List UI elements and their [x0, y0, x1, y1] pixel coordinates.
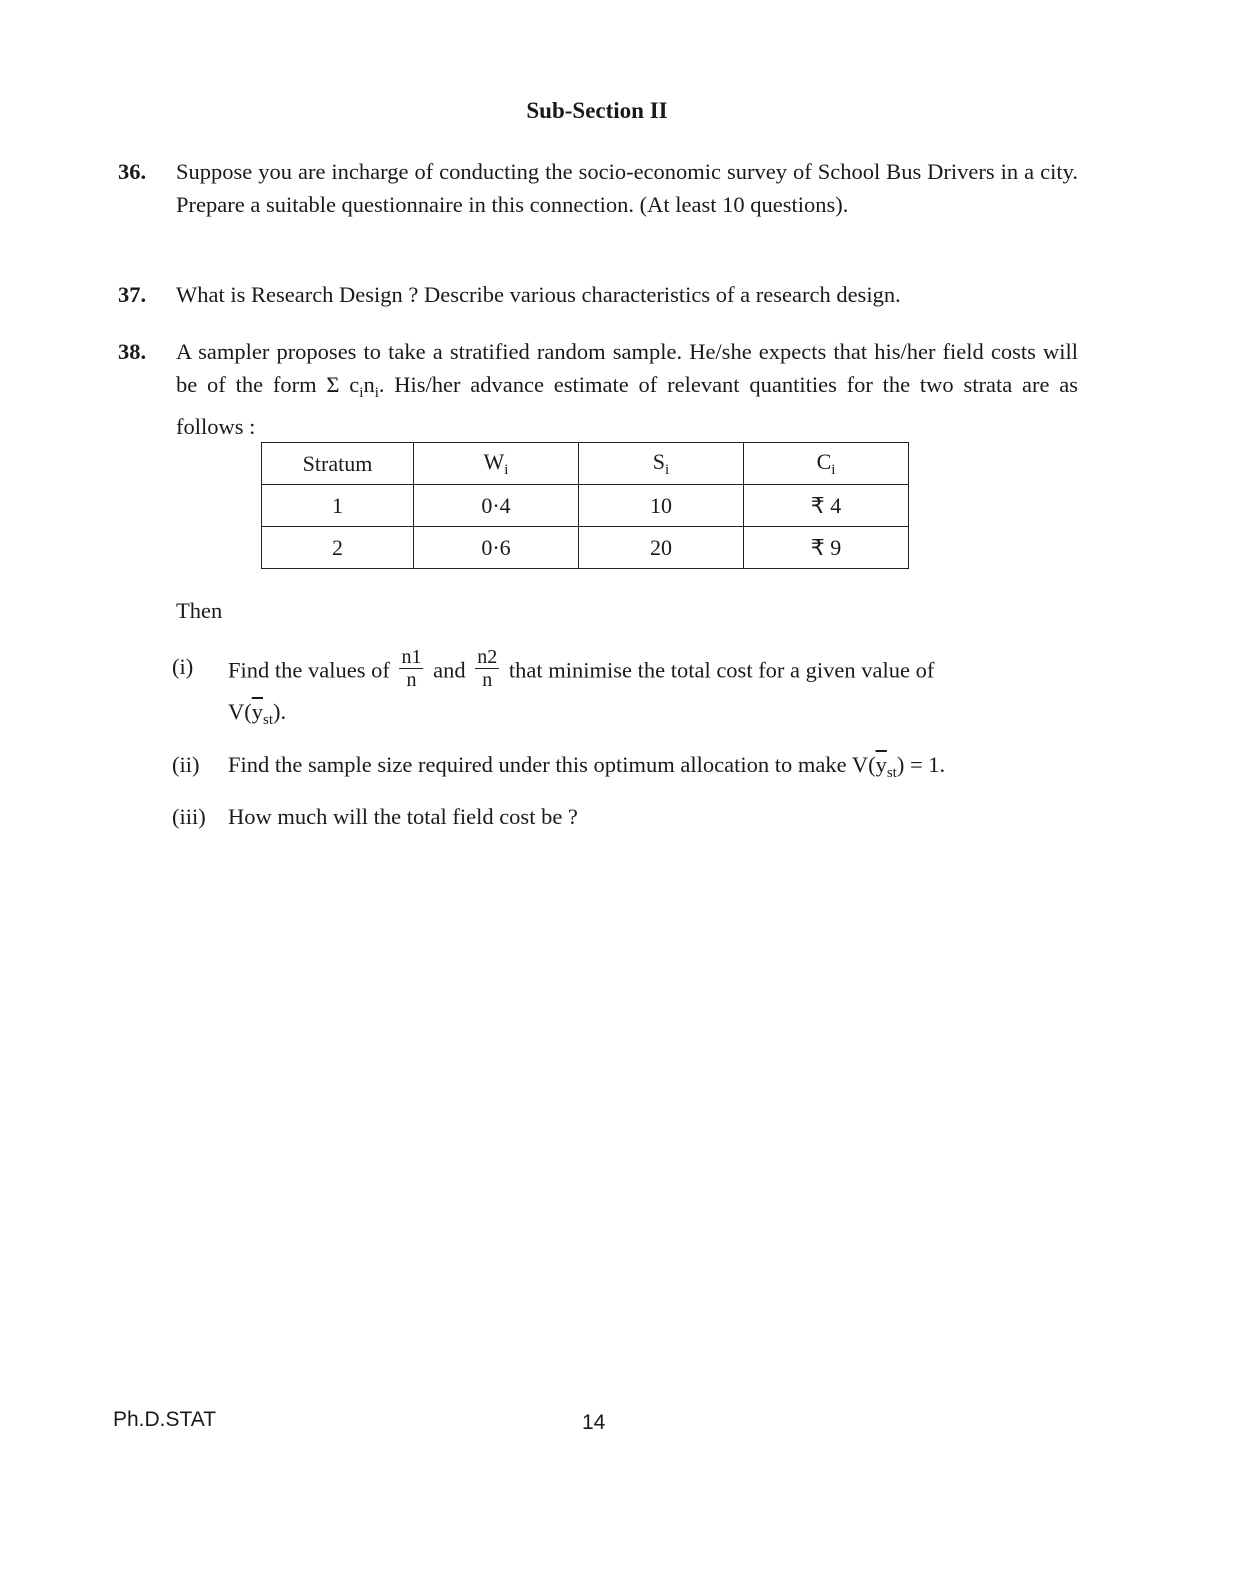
table-cell: ₹ 9 — [744, 527, 909, 569]
table-cell: 1 — [262, 485, 414, 527]
table-row — [262, 527, 909, 569]
table-cell: ₹ 4 — [744, 485, 909, 527]
variance-expression: ). — [273, 699, 287, 724]
question-36 — [118, 155, 1078, 221]
subscript: i — [504, 461, 509, 478]
fraction-numerator: n1 — [401, 646, 422, 668]
table-header-cell — [262, 443, 414, 485]
footer-page-number: 14 — [582, 1411, 606, 1434]
header-label: W — [483, 448, 505, 474]
table-cell: 20 — [579, 527, 744, 569]
section-title: Sub-Section II — [526, 98, 668, 123]
sub-question-i — [172, 646, 1078, 737]
subscript: i — [665, 461, 670, 478]
sub-question-body: How much will the total field cost be ? — [228, 804, 578, 829]
sub-question-label: (i) — [172, 654, 194, 679]
subscript: st — [263, 712, 274, 728]
sub-question-label: (ii) — [172, 752, 200, 777]
subscript: i — [374, 385, 379, 401]
question-text-part: . His/her advance estimate of relevant quantities for the two strata are as follows : — [176, 372, 1078, 439]
table-cell: 0·6 — [414, 527, 579, 569]
question-38 — [118, 335, 1078, 443]
sub-question-text: Find the values of — [228, 657, 390, 683]
fraction-denominator: n — [406, 669, 417, 691]
y-bar: $\overline{y}$ — [251, 699, 263, 724]
header-label: S — [652, 448, 666, 474]
question-text — [176, 335, 1078, 443]
question-number: 36. — [118, 159, 147, 184]
sub-question-text: and — [433, 657, 466, 683]
subscript: st — [886, 765, 897, 781]
question-number: 38. — [118, 339, 147, 364]
subscript: i — [359, 385, 364, 401]
header-label: Stratum — [302, 450, 373, 476]
fraction-n2-over-n — [475, 646, 499, 691]
question-text-part: n — [363, 372, 375, 397]
fraction-n1-over-n — [399, 646, 423, 691]
variance-expression: V( — [228, 699, 252, 724]
y-bar: $\overline{y}$ — [875, 752, 887, 777]
strata-table — [261, 442, 909, 569]
table-cell: 10 — [579, 485, 744, 527]
sub-question-label: (iii) — [172, 804, 206, 829]
subscript: i — [831, 461, 836, 478]
sub-question-text: that minimise the total cost for a given value of — [508, 657, 935, 683]
question-text: Suppose you are incharge of conducting the socio-economic survey of School Bus Drivers in a city. Prepare a suitable questionnaire in this connection. (At least 10 questions). — [176, 159, 1078, 217]
question-text: What is Research Design ? Describe various characteristics of a research design. — [176, 282, 901, 307]
sub-question-ii — [172, 748, 1078, 790]
table-header-row — [262, 443, 909, 485]
sub-question-body — [228, 748, 1078, 790]
fraction-denominator: n — [482, 669, 493, 691]
sub-question-body — [228, 646, 1078, 737]
table-row — [262, 485, 909, 527]
table-cell: 2 — [262, 527, 414, 569]
sub-question-iii — [172, 800, 1078, 833]
footer-exam-code: Ph.D.STAT — [113, 1408, 217, 1431]
table-header-cell — [414, 443, 579, 485]
sub-question-text: ) = 1. — [896, 752, 946, 777]
table-header-cell — [579, 443, 744, 485]
fraction-numerator: n2 — [477, 646, 498, 668]
question-text-part: A sampler proposes to take a stratified random sample. He/she expects that his/her field costs will be of the form Σ c — [176, 339, 1078, 397]
then-label: Then — [176, 598, 223, 623]
sub-question-text: Find the sample size required under this optimum allocation to make V( — [228, 752, 876, 777]
header-label: C — [816, 448, 832, 474]
table-header-cell — [744, 443, 909, 485]
table-cell: 0·4 — [414, 485, 579, 527]
question-number: 37. — [118, 282, 147, 307]
question-37 — [118, 278, 1078, 311]
